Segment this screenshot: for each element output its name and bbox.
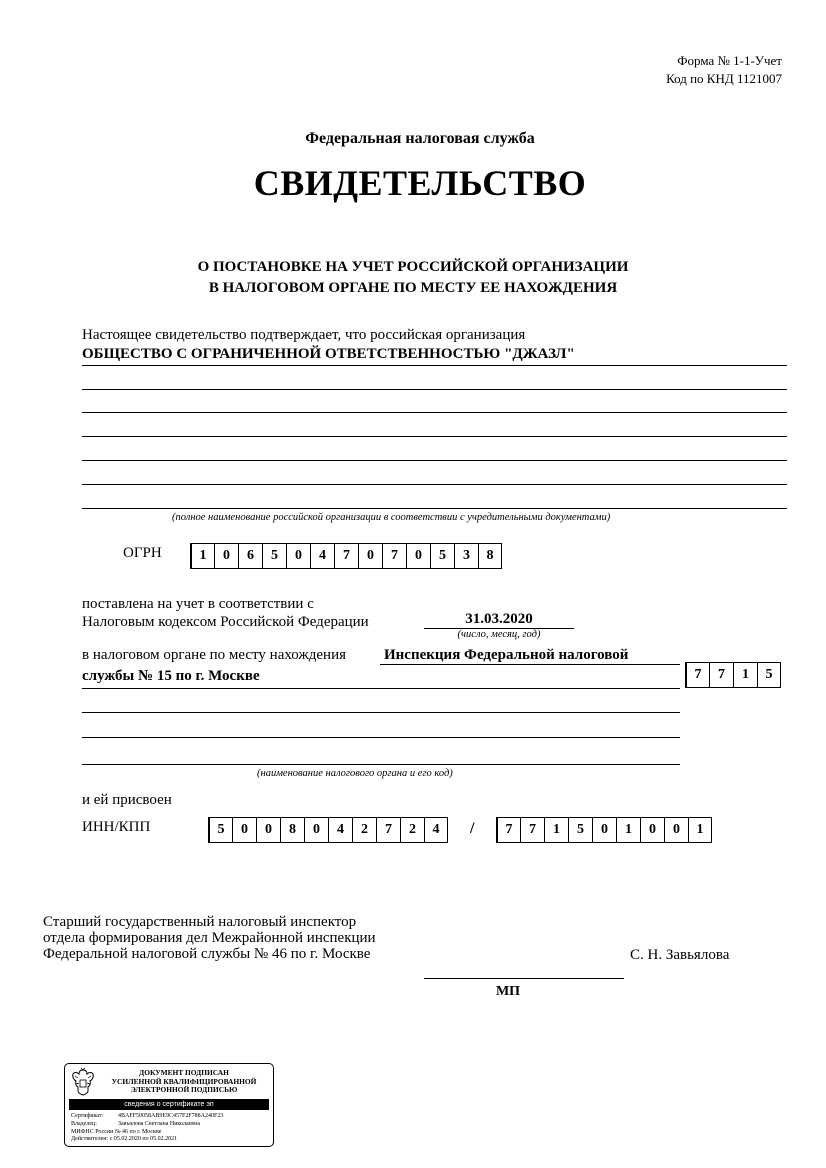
kpp-digit: 1 xyxy=(544,818,568,842)
validity-row xyxy=(71,1136,223,1144)
ogrn-digit: 0 xyxy=(214,544,238,568)
ogrn-digit: 6 xyxy=(238,544,262,568)
ogrn-label: ОГРН xyxy=(123,545,162,561)
inn-digit: 0 xyxy=(232,818,256,842)
assigned-label: и ей присвоен xyxy=(82,792,172,808)
signer-position-line-3: Федеральной налоговой службы № 46 по г. Москве xyxy=(43,946,371,962)
org-name-line-4 xyxy=(82,436,787,437)
ogrn-digit: 7 xyxy=(334,544,358,568)
certificate-value: 4BAFF50058AB9E9C457F2F788A240F23 xyxy=(118,1113,224,1119)
tax-code-digit: 5 xyxy=(757,663,781,687)
tax-code-digit: 1 xyxy=(733,663,757,687)
ogrn-digit: 0 xyxy=(406,544,430,568)
kpp-digit: 0 xyxy=(640,818,664,842)
seal-label: МП xyxy=(495,984,521,999)
tax-authority-line-1 xyxy=(82,688,680,689)
form-number: Форма № 1-1-Учет xyxy=(677,53,782,68)
inn-digit: 7 xyxy=(376,818,400,842)
inn-digit: 4 xyxy=(424,818,448,842)
ogrn-digit: 1 xyxy=(190,544,214,568)
tax-authority-line-0 xyxy=(380,664,680,665)
ogrn-cells xyxy=(190,543,502,569)
tax-authority-line-4 xyxy=(82,764,680,765)
registration-line-2: Налоговым кодексом Российской Федерации xyxy=(82,614,369,630)
owner-value: Завьялова Светлана Николаевна xyxy=(118,1120,200,1127)
organization-name: ОБЩЕСТВО С ОГРАНИЧЕННОЙ ОТВЕТСТВЕННОСТЬЮ "ДЖАЗЛ" xyxy=(82,346,575,362)
inn-digit: 5 xyxy=(208,818,232,842)
agency-name: Федеральная налоговая служба xyxy=(305,130,535,147)
org-name-line-1 xyxy=(82,365,787,366)
kpp-digit: 7 xyxy=(520,818,544,842)
tax-authority-caption: (наименование налогового органа и его код) xyxy=(257,768,453,779)
inn-digit: 4 xyxy=(328,818,352,842)
signer-position-line-1: Старший государственный налоговый инспектор xyxy=(43,914,357,930)
org-name-line-6 xyxy=(82,484,787,485)
tax-code-digit: 7 xyxy=(685,663,709,687)
registration-line-1: поставлена на учет в соответствии с xyxy=(82,596,314,612)
organization-caption: (полное наименование российской организации в соответствии с учредительными документами) xyxy=(172,512,611,523)
ogrn-digit: 0 xyxy=(358,544,382,568)
validity-label: Действителен: xyxy=(71,1136,109,1143)
subtitle-line-1: О ПОСТАНОВКЕ НА УЧЕТ РОССИЙСКОЙ ОРГАНИЗАЦИИ xyxy=(197,259,629,275)
ogrn-digit: 3 xyxy=(454,544,478,568)
coat-of-arms-icon xyxy=(70,1067,96,1097)
org-name-line-7 xyxy=(82,508,787,509)
stamp-title xyxy=(99,1069,269,1095)
issuer-row: МИФНС России № 46 по г. Москве xyxy=(71,1128,162,1135)
digital-signature-stamp xyxy=(64,1063,274,1147)
inn-digit: 8 xyxy=(280,818,304,842)
knd-code: Код по КНД 1121007 xyxy=(666,71,782,86)
tax-authority-intro: в налоговом органе по месту нахождения xyxy=(82,647,347,663)
validity-value: с 05.02.2020 по 05.02.2021 xyxy=(109,1136,178,1143)
tax-authority-line-2 xyxy=(82,712,680,713)
signer-position xyxy=(43,914,376,962)
signature-line xyxy=(424,978,624,979)
tax-authority-line-3 xyxy=(82,737,680,738)
stamp-title-line-3: ЭЛЕКТРОННОЙ ПОДПИСЬЮ xyxy=(130,1085,238,1094)
org-name-line-5 xyxy=(82,460,787,461)
tax-code-digit: 7 xyxy=(709,663,733,687)
certificate-details xyxy=(71,1113,223,1144)
inn-kpp-separator: / xyxy=(470,820,475,837)
tax-authority-name-part-1: Инспекция Федеральной налоговой xyxy=(384,647,629,663)
inn-cells xyxy=(208,817,448,843)
stamp-title-line-2: УСИЛЕННОЙ КВАЛИФИЦИРОВАННОЙ xyxy=(111,1076,257,1086)
organization-intro: Настоящее свидетельство подтверждает, что российская организация xyxy=(82,327,526,343)
kpp-cells xyxy=(496,817,712,843)
ogrn-digit: 0 xyxy=(286,544,310,568)
tax-authority-code-cells xyxy=(685,662,781,688)
inn-digit: 0 xyxy=(304,818,328,842)
document-subtitle xyxy=(0,257,826,299)
inn-kpp-label: ИНН/КПП xyxy=(82,819,151,835)
certificate-row xyxy=(71,1113,223,1121)
signer-name: С. Н. Завьялова xyxy=(630,947,730,963)
kpp-digit: 1 xyxy=(688,818,712,842)
inn-digit: 2 xyxy=(400,818,424,842)
form-meta xyxy=(666,52,782,88)
owner-row xyxy=(71,1121,223,1129)
org-name-line-2 xyxy=(82,389,787,390)
date-caption: (число, месяц, год) xyxy=(457,629,541,640)
inn-digit: 2 xyxy=(352,818,376,842)
certificate-label: Сертификат: xyxy=(71,1113,104,1119)
stamp-title-line-1: ДОКУМЕНТ ПОДПИСАН xyxy=(139,1068,229,1077)
signer-position-line-2: отдела формирования дел Межрайонной инспекции xyxy=(43,930,376,946)
ogrn-digit: 4 xyxy=(310,544,334,568)
kpp-digit: 5 xyxy=(568,818,592,842)
ogrn-digit: 7 xyxy=(382,544,406,568)
certificate-info-bar: сведения о сертификате эп xyxy=(69,1099,269,1110)
inn-digit: 0 xyxy=(256,818,280,842)
kpp-digit: 7 xyxy=(496,818,520,842)
ogrn-digit: 8 xyxy=(478,544,502,568)
document-title: СВИДЕТЕЛЬСТВО xyxy=(253,163,587,203)
kpp-digit: 0 xyxy=(664,818,688,842)
owner-label: Владелец: xyxy=(71,1120,97,1127)
org-name-line-3 xyxy=(82,412,787,413)
subtitle-line-2: В НАЛОГОВОМ ОРГАНЕ ПО МЕСТУ ЕЕ НАХОЖДЕНИЯ xyxy=(208,280,618,296)
tax-authority-name-part-2: службы № 15 по г. Москве xyxy=(82,668,260,684)
registration-date: 31.03.2020 xyxy=(465,611,533,627)
kpp-digit: 0 xyxy=(592,818,616,842)
ogrn-digit: 5 xyxy=(262,544,286,568)
kpp-digit: 1 xyxy=(616,818,640,842)
ogrn-digit: 5 xyxy=(430,544,454,568)
